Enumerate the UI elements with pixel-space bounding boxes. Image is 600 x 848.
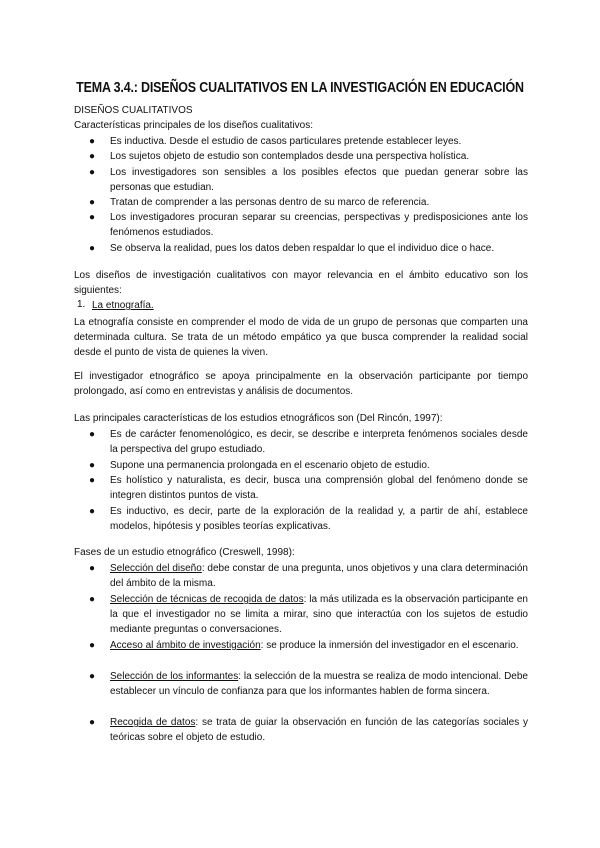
page-title: TEMA 3.4.: DISEÑOS CUALITATIVOS EN LA INVESTIGACIÓN EN EDUCACIÓN: [76, 80, 524, 96]
list-item: ● Selección de técnicas de recogida de datos: la más utilizada es la observación participante en la que el investigador no se limita a mirar, sino que interactúa con los sujetos de estudio mediante preguntas o conversaciones.: [89, 594, 528, 636]
section-heading: DISEÑOS CUALITATIVOS: [74, 105, 193, 116]
list-item: ● Los sujetos objeto de estudio son contemplados desde una perspectiva holística.: [89, 151, 470, 162]
phases-intro: Fases de un estudio etnográfico (Creswell, 1998):: [74, 547, 295, 558]
etnografia-paragraph-2: El investigador etnográfico se apoya principalmente en la observación participante por tiempo prolongado, así como en entrevistas y análisis de documentos.: [74, 371, 528, 398]
list-item: ● Selección de los informantes: la selección de la muestra se realiza de modo intencional. Debe establecer un vínculo de confianza para que los informantes hablen de forma sincera.: [89, 671, 528, 698]
etnografia-paragraph-1: La etnografía consiste en comprender el modo de vida de un grupo de personas que comparten una determinada cultura. Se trata de un método empático ya que busca comprender la realidad social desde el punto de vista de quienes la viven.: [74, 317, 528, 359]
list-item: ● Es inductivo, es decir, parte de la exploración de la realidad y, a partir de ahí, establece modelos, hipótesis y posibles teorías explicativas.: [89, 506, 528, 533]
etnografia-heading: La etnografía.: [92, 300, 154, 311]
list-item: ● Es de carácter fenomenológico, es decir, se describe e interpreta fenómenos sociales desde la perspectiva del grupo estudiado.: [89, 429, 528, 456]
intro-text: Características principales de los diseños cualitativos:: [74, 120, 313, 131]
list-item: ● Acceso al ámbito de investigación: se produce la inmersión del investigador en el escenario.: [89, 640, 519, 651]
relevance-paragraph: Los diseños de investigación cualitativos con mayor relevancia en el ámbito educativo son los siguientes:: [74, 270, 528, 297]
list-item: ● Tratan de comprender a las personas dentro de su marco de referencia.: [89, 197, 430, 208]
list-item: ● Se observa la realidad, pues los datos deben respaldar lo que el individuo dice o hace.: [89, 243, 495, 254]
list-item: ● Supone una permanencia prolongada en el escenario objeto de estudio.: [89, 460, 430, 471]
list-item: ● Es holístico y naturalista, es decir, busca una comprensión global del fenómeno donde se integren distintos puntos de vista.: [89, 475, 528, 502]
list-item: ● Selección del diseño: debe constar de una pregunta, unos objetivos y una clara determinación del ámbito de la misma.: [89, 563, 528, 590]
list-item: ● Recogida de datos: se trata de guiar la observación en función de las categorías sociales y teóricas sobre el objeto de estudio.: [89, 717, 528, 744]
list-item: ● Los investigadores procuran separar su creencias, perspectivas y predisposiciones ante los fenómenos estudiados.: [89, 212, 528, 239]
list-item: ● Los investigadores son sensibles a los posibles efectos que puedan generar sobre las personas que estudian.: [89, 167, 528, 194]
etno-characteristics-intro: Las principales características de los estudios etnográficos son (Del Rincón, 1997):: [74, 413, 443, 424]
item-number: 1.: [77, 299, 86, 310]
list-item: ● Es inductiva. Desde el estudio de casos particulares pretende establecer leyes.: [89, 136, 462, 147]
